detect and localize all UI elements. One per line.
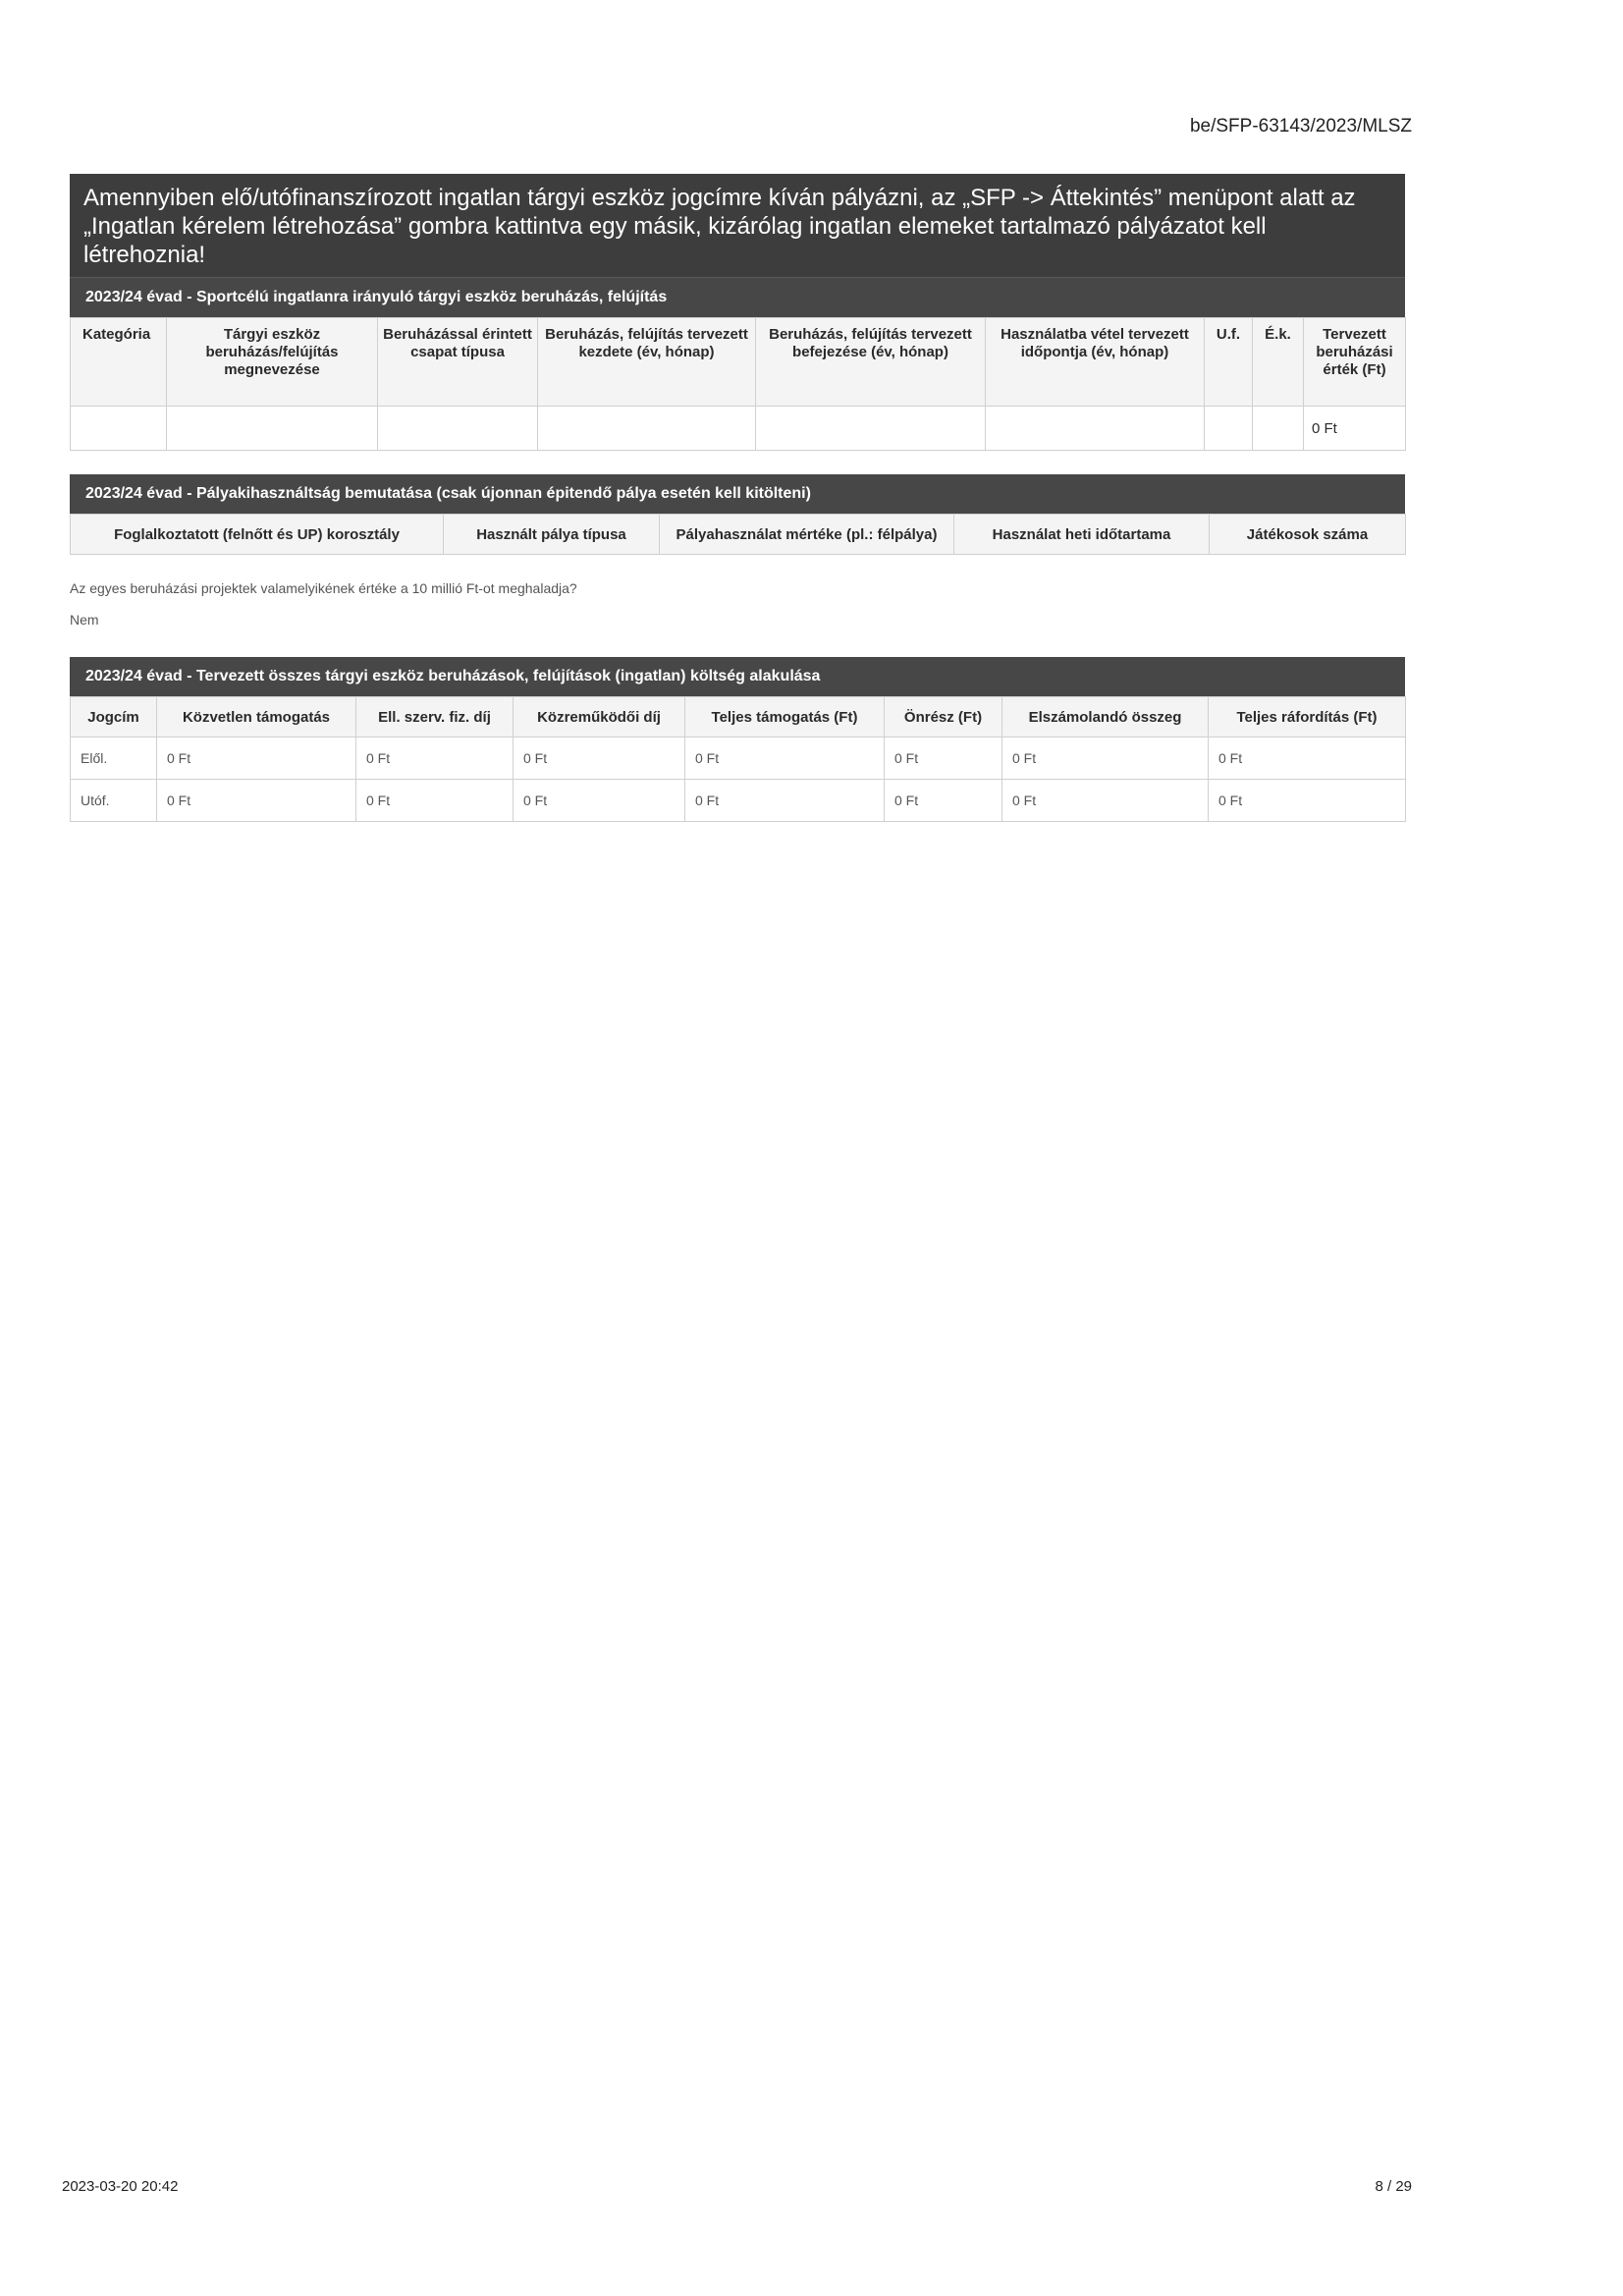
table-cell [167, 407, 378, 451]
table-cell: 0 Ft [157, 738, 356, 780]
section-title-field-usage: 2023/24 évad - Pályakihasználtság bemutatása (csak újonnan épitendő pálya esetén kell kitölteni) [70, 474, 1405, 514]
column-header: Használatba vétel tervezett időpontja (év, hónap) [986, 318, 1205, 407]
column-header: Beruházás, felújítás tervezett kezdete (év, hónap) [538, 318, 756, 407]
table-cell: 0 Ft [356, 738, 514, 780]
table-header-row [71, 318, 1406, 407]
table-cell: 0 Ft [885, 738, 1002, 780]
column-header: Jogcím [71, 697, 157, 738]
table-cell [538, 407, 756, 451]
column-header: Közreműködői díj [514, 697, 685, 738]
table-cell: 0 Ft [1002, 780, 1209, 822]
column-header: Használat heti időtartama [954, 515, 1210, 555]
field-usage-table [70, 514, 1406, 555]
table-cell: 0 Ft [514, 738, 685, 780]
document-reference: be/SFP-63143/2023/MLSZ [1189, 116, 1412, 137]
table-cell: 0 Ft [1002, 738, 1209, 780]
column-header: U.f. [1205, 318, 1253, 407]
column-header: Ell. szerv. fiz. díj [356, 697, 514, 738]
table-cell: 0 Ft [356, 780, 514, 822]
table-cell [71, 407, 167, 451]
table-header-row [71, 697, 1406, 738]
notice-banner: Amennyiben elő/utófinanszírozott ingatlan tárgyi eszköz jogcímre kíván pályázni, az „SFP -> Áttekintés” menüpont alatt az „Ingatlan kérelem létrehozása” gombra kattintva egy másik, kizárólag ingatlan elemeket tartalmazó pályázatot kell létrehoznia! [70, 174, 1405, 278]
column-header: É.k. [1253, 318, 1304, 407]
table-row [71, 407, 1406, 451]
column-header: Játékosok száma [1210, 515, 1406, 555]
column-header: Használt pálya típusa [444, 515, 660, 555]
column-header: Foglalkoztatott (felnőtt és UP) korosztály [71, 515, 444, 555]
footer-page-number: 8 / 29 [1375, 2178, 1412, 2195]
table-cell: 0 Ft [1209, 738, 1406, 780]
table-cell: 0 Ft [885, 780, 1002, 822]
column-header: Teljes támogatás (Ft) [685, 697, 885, 738]
footer-datetime: 2023-03-20 20:42 [62, 2178, 179, 2195]
column-header: Beruházás, felújítás tervezett befejezése (év, hónap) [756, 318, 986, 407]
investment-table [70, 317, 1406, 451]
table-cell: 0 Ft [157, 780, 356, 822]
section-title-cost-summary: 2023/24 évad - Tervezett összes tárgyi eszköz beruházások, felújítások (ingatlan) költség alakulása [70, 657, 1405, 696]
column-header: Tárgyi eszköz beruházás/felújítás megnevezése [167, 318, 378, 407]
table-cell [1205, 407, 1253, 451]
table-row [71, 780, 1406, 822]
column-header: Teljes ráfordítás (Ft) [1209, 697, 1406, 738]
answer-text: Nem [70, 612, 99, 628]
table-cell: 0 Ft [685, 738, 885, 780]
table-cell: Utóf. [71, 780, 157, 822]
column-header: Kategória [71, 318, 167, 407]
column-header: Beruházással érintett csapat típusa [378, 318, 538, 407]
table-cell: 0 Ft [514, 780, 685, 822]
main-content [70, 174, 1405, 822]
column-header: Tervezett beruházási érték (Ft) [1304, 318, 1406, 407]
column-header: Közvetlen támogatás [157, 697, 356, 738]
table-cell: Elől. [71, 738, 157, 780]
table-cell: 0 Ft [685, 780, 885, 822]
column-header: Önrész (Ft) [885, 697, 1002, 738]
table-cell [378, 407, 538, 451]
column-header: Elszámolandó összeg [1002, 697, 1209, 738]
table-row [71, 738, 1406, 780]
section-title-investment: 2023/24 évad - Sportcélú ingatlanra irányuló tárgyi eszköz beruházás, felújítás [70, 278, 1405, 317]
table-cell: 0 Ft [1209, 780, 1406, 822]
table-cell: 0 Ft [1304, 407, 1406, 451]
question-text: Az egyes beruházási projektek valamelyikének értéke a 10 millió Ft-ot meghaladja? [70, 580, 577, 596]
cost-summary-table [70, 696, 1406, 822]
table-cell [756, 407, 986, 451]
column-header: Pályahasználat mértéke (pl.: félpálya) [660, 515, 954, 555]
table-header-row [71, 515, 1406, 555]
table-cell [1253, 407, 1304, 451]
table-cell [986, 407, 1205, 451]
